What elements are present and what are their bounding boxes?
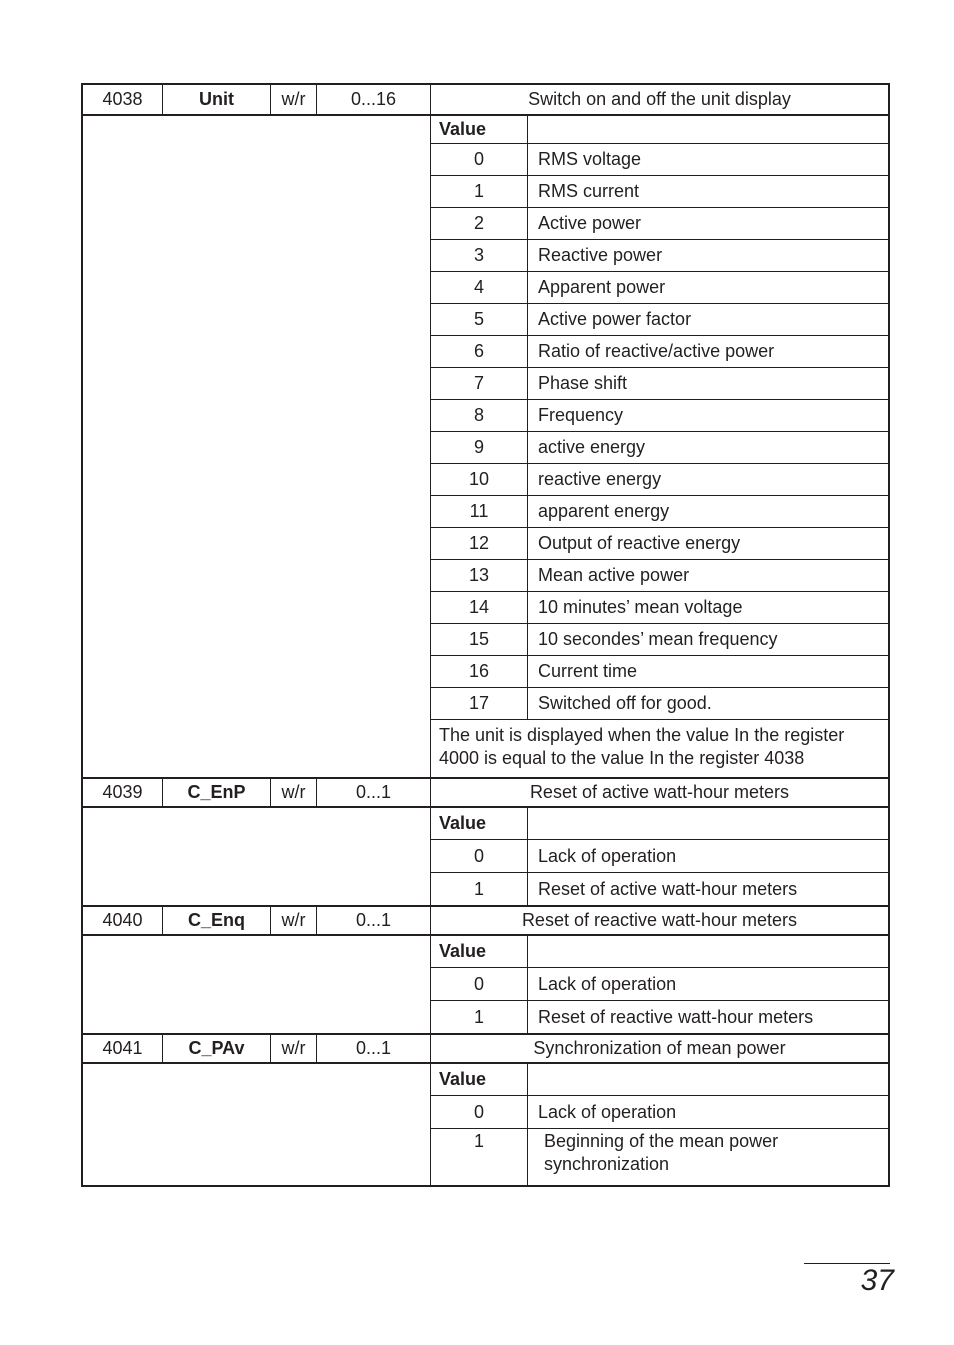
register-access: w/r	[271, 907, 317, 934]
value-cell: 12	[431, 528, 528, 559]
meaning-cell: Lack of operation	[538, 845, 677, 866]
value-cell: 0	[431, 968, 528, 1000]
register-address: 4038	[83, 85, 163, 114]
value-row	[431, 496, 888, 528]
value-table-header	[431, 1064, 888, 1096]
register-range: 0...16	[317, 85, 431, 114]
blank-cell	[83, 1064, 431, 1185]
value-row	[431, 656, 888, 688]
meaning-cell: Frequency	[538, 405, 624, 425]
value-row	[431, 560, 888, 592]
value-cell: 0	[431, 144, 528, 175]
value-table	[431, 116, 888, 777]
value-cell: 9	[431, 432, 528, 463]
register-note: The unit is displayed when the value In the register 4000 is equal to the value In the register 4038	[439, 725, 845, 768]
register-description: Reset of reactive watt-hour meters	[521, 910, 798, 930]
register-body	[83, 1064, 888, 1185]
value-header: Value	[431, 1064, 528, 1095]
meaning-cell: reactive energy	[538, 469, 662, 489]
meaning-cell: RMS voltage	[538, 149, 642, 169]
meaning-cell: Active power factor	[538, 309, 692, 329]
value-row	[431, 840, 888, 873]
value-cell: 1	[431, 176, 528, 207]
value-cell: 4	[431, 272, 528, 303]
register-range: 0...1	[317, 1035, 431, 1062]
value-row	[431, 144, 888, 176]
register-header-row	[83, 1033, 888, 1064]
value-cell: 6	[431, 336, 528, 367]
register-access: w/r	[271, 779, 317, 806]
value-row	[431, 208, 888, 240]
meaning-cell: Switched off for good.	[538, 693, 712, 713]
value-row	[431, 432, 888, 464]
register-access: w/r	[271, 1035, 317, 1062]
register-body	[83, 936, 888, 1033]
value-row	[431, 1129, 888, 1185]
value-cell: 15	[431, 624, 528, 655]
value-row	[431, 1001, 888, 1033]
value-row	[431, 1096, 888, 1129]
meaning-header	[528, 808, 888, 839]
value-cell: 10	[431, 464, 528, 495]
value-row	[431, 968, 888, 1001]
meaning-cell: Reset of active watt-hour meters	[538, 878, 798, 899]
value-table-header	[431, 116, 888, 144]
meaning-cell: Output of reactive energy	[538, 533, 741, 553]
register-name: Unit	[163, 85, 271, 114]
value-cell: 5	[431, 304, 528, 335]
meaning-cell: Lack of operation	[538, 973, 677, 994]
meaning-cell: Mean active power	[538, 565, 690, 585]
register-address: 4040	[83, 907, 163, 934]
meaning-cell: Active power	[538, 213, 642, 233]
value-row	[431, 368, 888, 400]
meaning-cell: active energy	[538, 437, 646, 457]
value-row	[431, 304, 888, 336]
register-header-row	[83, 777, 888, 808]
value-row	[431, 528, 888, 560]
register-header-row	[83, 85, 888, 116]
register-description: Synchronization of mean power	[533, 1038, 786, 1058]
value-header: Value	[431, 936, 528, 967]
value-cell: 13	[431, 560, 528, 591]
meaning-header	[528, 1064, 888, 1095]
register-body	[83, 808, 888, 905]
value-row	[431, 624, 888, 656]
value-cell: 17	[431, 688, 528, 719]
register-description: Reset of active watt-hour meters	[529, 782, 790, 802]
register-name: C_PAv	[163, 1035, 271, 1062]
meaning-cell: Reactive power	[538, 245, 663, 265]
value-table	[431, 808, 888, 905]
register-header-row	[83, 905, 888, 936]
value-row	[431, 464, 888, 496]
blank-cell	[83, 116, 431, 777]
value-cell: 7	[431, 368, 528, 399]
value-cell: 11	[431, 496, 528, 527]
value-row	[431, 592, 888, 624]
value-header: Value	[431, 116, 528, 143]
register-name: C_Enq	[163, 907, 271, 934]
register-body	[83, 116, 888, 777]
blank-cell	[83, 808, 431, 905]
value-row	[431, 176, 888, 208]
value-row	[431, 336, 888, 368]
register-range: 0...1	[317, 779, 431, 806]
value-header: Value	[431, 808, 528, 839]
value-row	[431, 240, 888, 272]
register-address: 4039	[83, 779, 163, 806]
value-cell: 8	[431, 400, 528, 431]
value-cell: 1	[431, 873, 528, 905]
meaning-cell: Beginning of the mean power synchronization	[544, 1131, 779, 1174]
meaning-cell: apparent energy	[538, 501, 670, 521]
value-cell: 16	[431, 656, 528, 687]
meaning-cell: Lack of operation	[538, 1101, 677, 1122]
blank-cell	[83, 936, 431, 1033]
meaning-cell: 10 minutes’ mean voltage	[538, 597, 743, 617]
value-cell: 2	[431, 208, 528, 239]
value-cell: 0	[431, 840, 528, 872]
register-range: 0...1	[317, 907, 431, 934]
register-address: 4041	[83, 1035, 163, 1062]
register-name: C_EnP	[163, 779, 271, 806]
value-cell: 14	[431, 592, 528, 623]
meaning-cell: RMS current	[538, 181, 640, 201]
meaning-cell: 10 secondes’ mean frequency	[538, 629, 778, 649]
meaning-cell: Current time	[538, 661, 638, 681]
note-row	[431, 720, 888, 777]
value-table	[431, 936, 888, 1033]
register-table	[81, 83, 890, 1187]
meaning-cell: Apparent power	[538, 277, 666, 297]
value-row	[431, 873, 888, 905]
value-cell: 3	[431, 240, 528, 271]
value-table-header	[431, 936, 888, 968]
meaning-header	[528, 116, 888, 143]
meaning-cell: Ratio of reactive/active power	[538, 341, 775, 361]
value-row	[431, 272, 888, 304]
register-access: w/r	[271, 85, 317, 114]
value-table-header	[431, 808, 888, 840]
value-cell: 0	[431, 1096, 528, 1128]
value-cell: 1	[431, 1001, 528, 1033]
value-table	[431, 1064, 888, 1185]
register-description: Switch on and off the unit display	[528, 89, 791, 109]
value-cell: 1	[431, 1129, 528, 1185]
page-number: 37	[860, 1264, 894, 1297]
meaning-cell: Reset of reactive watt-hour meters	[538, 1006, 814, 1027]
value-row	[431, 688, 888, 720]
meaning-cell: Phase shift	[538, 373, 628, 393]
meaning-header	[528, 936, 888, 967]
value-row	[431, 400, 888, 432]
